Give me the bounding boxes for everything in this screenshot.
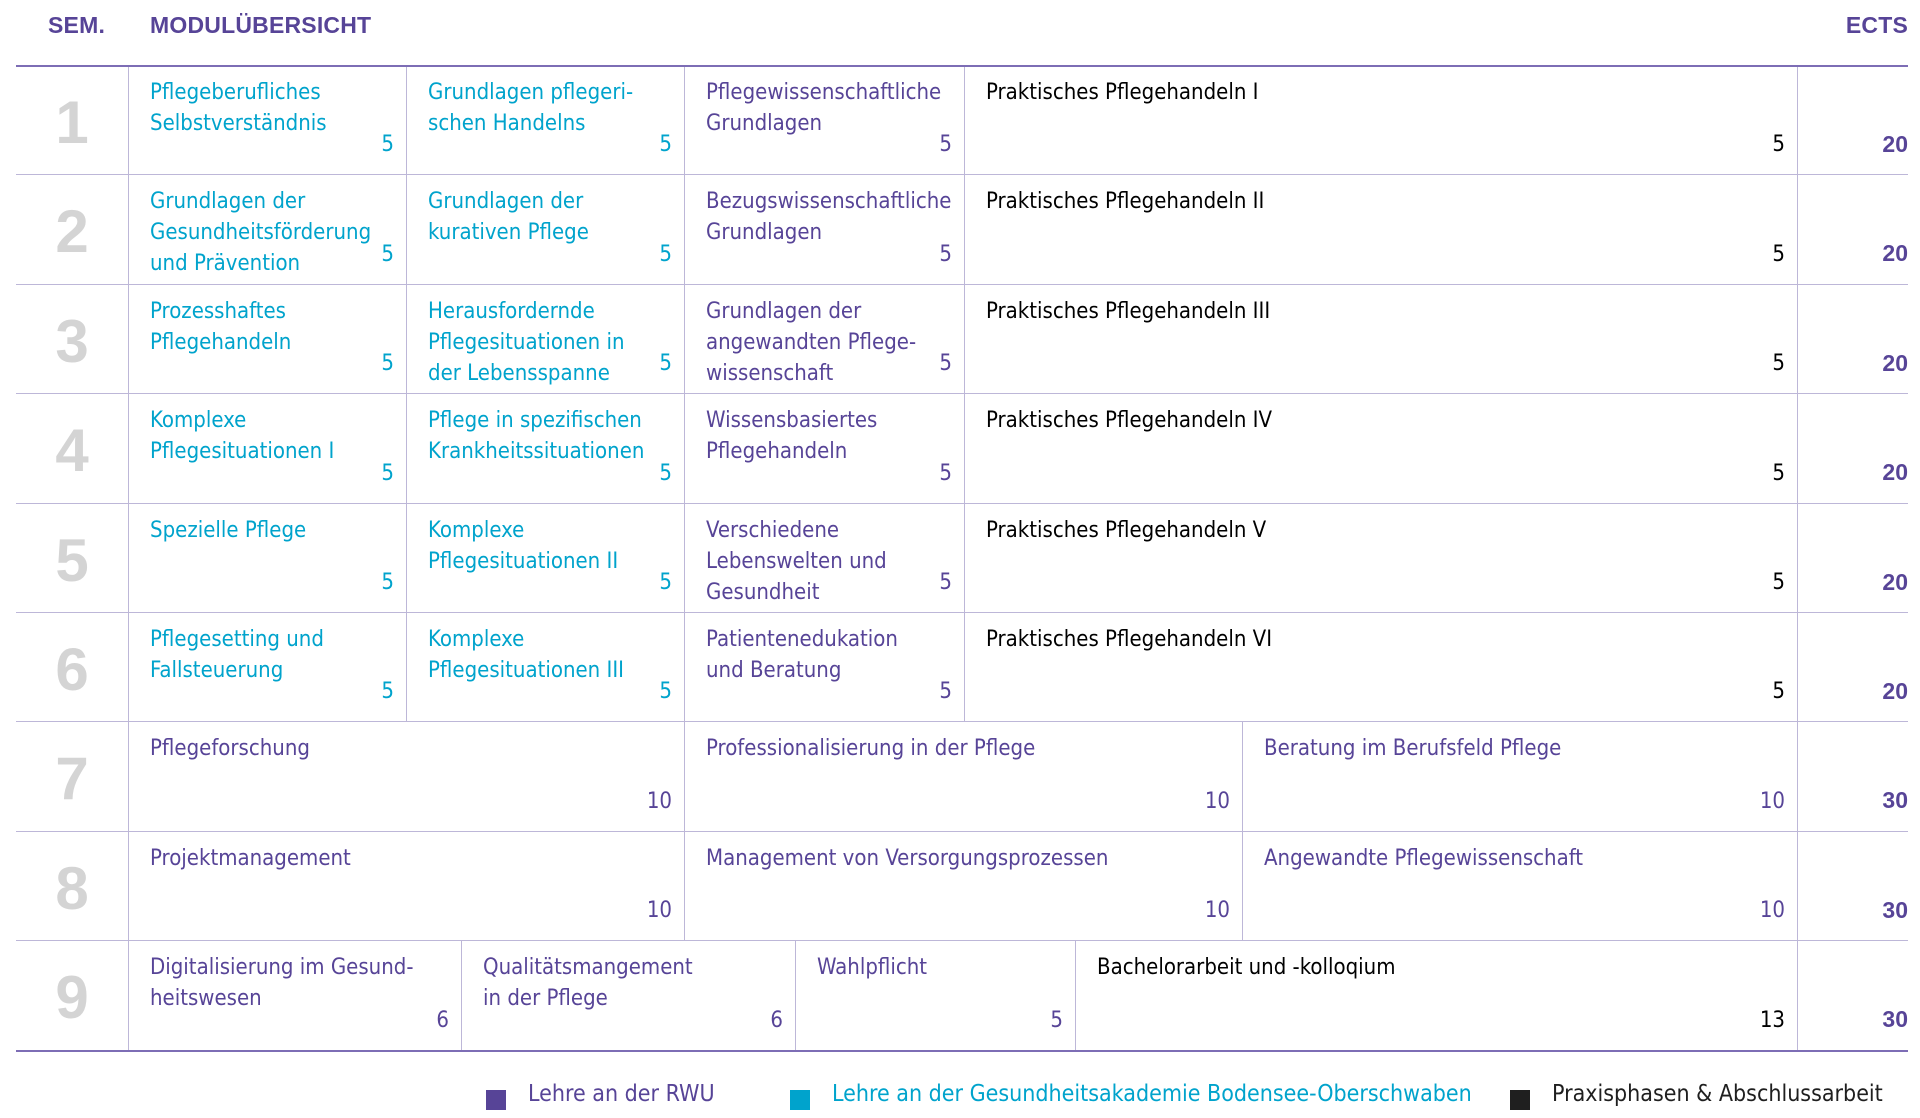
module-title: Pflegeforschung bbox=[150, 736, 310, 762]
module-title: Wahlpflicht bbox=[817, 955, 928, 981]
module-title: Angewandte Pflegewissenschaft bbox=[1264, 845, 1584, 871]
module-cell bbox=[684, 612, 964, 721]
module-cell bbox=[128, 65, 406, 174]
module-ects: 10 bbox=[1759, 898, 1785, 924]
module-ects: 5 bbox=[939, 569, 952, 595]
semester-number: 6 bbox=[55, 636, 89, 703]
module-cell bbox=[684, 831, 1242, 940]
module-title: Praktisches Pflegehandeln VI bbox=[986, 627, 1273, 652]
module-title: Qualitätsmangement in der Pflege bbox=[483, 955, 693, 1012]
module-ects: 5 bbox=[659, 132, 672, 158]
module-ects: 5 bbox=[659, 351, 672, 377]
module-title: Praktisches Pflegehandeln V bbox=[986, 517, 1267, 543]
module-title: Verschiedene Lebenswelten und Gesundheit bbox=[706, 517, 887, 605]
module-ects: 10 bbox=[646, 898, 672, 924]
module-title: Grundlagen der kurativen Pflege bbox=[428, 189, 589, 246]
legend-label: Praxisphasen & Abschlussarbeit bbox=[1552, 1081, 1883, 1107]
module-ects: 5 bbox=[659, 460, 672, 486]
module-ects: 5 bbox=[381, 132, 394, 158]
module-title: Pflegeberufliches Selbstverständnis bbox=[150, 80, 327, 136]
module-cell bbox=[128, 721, 684, 830]
semester-ects-total: 20 bbox=[1882, 568, 1908, 595]
module-ects: 5 bbox=[1772, 679, 1785, 705]
module-title: Komplexe Pflegesituationen II bbox=[428, 517, 619, 574]
column-divider bbox=[1797, 394, 1798, 502]
module-cell bbox=[684, 721, 1242, 830]
module-title: Spezielle Pflege bbox=[150, 517, 307, 543]
module-cell bbox=[1075, 940, 1797, 1049]
semester-ects-total: 20 bbox=[1882, 240, 1908, 267]
module-ects: 5 bbox=[381, 569, 394, 595]
module-ects: 6 bbox=[770, 1007, 783, 1033]
module-cell bbox=[406, 284, 684, 393]
module-cell bbox=[684, 284, 964, 393]
legend-item bbox=[1510, 1079, 1883, 1109]
module-ects: 6 bbox=[436, 1007, 449, 1033]
column-divider bbox=[1797, 67, 1798, 175]
module-ects: 10 bbox=[1204, 788, 1230, 814]
semester-number: 9 bbox=[55, 964, 89, 1032]
module-cell bbox=[406, 65, 684, 174]
legend-label: Lehre an der RWU bbox=[528, 1081, 715, 1107]
semester-ects-total: 20 bbox=[1882, 678, 1908, 704]
column-divider bbox=[1797, 504, 1798, 612]
module-cell bbox=[684, 65, 964, 174]
module-title: Praktisches Pflegehandeln IV bbox=[986, 408, 1273, 434]
column-divider bbox=[1797, 175, 1798, 283]
module-cell bbox=[964, 284, 1797, 393]
module-cell bbox=[128, 612, 406, 721]
semester-number: 4 bbox=[55, 417, 89, 485]
module-title: Praktisches Pflegehandeln I bbox=[986, 80, 1259, 105]
legend-item bbox=[486, 1079, 715, 1109]
module-cell bbox=[964, 612, 1797, 721]
module-cell bbox=[684, 393, 964, 502]
semester-ects-total: 30 bbox=[1882, 787, 1908, 814]
module-ects: 5 bbox=[939, 679, 952, 705]
module-ects: 5 bbox=[1772, 351, 1785, 377]
module-cell bbox=[684, 174, 964, 283]
module-cell bbox=[406, 174, 684, 283]
module-ects: 5 bbox=[659, 241, 672, 267]
module-title: Wissensbasiertes Pflegehandeln bbox=[706, 408, 878, 465]
module-ects: 10 bbox=[646, 788, 672, 814]
module-ects: 5 bbox=[1772, 241, 1785, 267]
module-ects: 5 bbox=[939, 241, 952, 267]
module-ects: 5 bbox=[659, 569, 672, 595]
legend-label: Lehre an der Gesundheitsakademie Bodensee-Oberschwaben bbox=[832, 1081, 1472, 1107]
module-cell bbox=[1242, 721, 1797, 830]
module-title: Professionalisierung in der Pflege bbox=[706, 736, 1036, 762]
module-ects: 10 bbox=[1759, 788, 1785, 814]
module-cell bbox=[406, 612, 684, 721]
module-cell bbox=[964, 65, 1797, 174]
sem-column-header: SEM. bbox=[48, 12, 106, 38]
module-title: Management von Versorgungsprozessen bbox=[706, 845, 1109, 871]
module-title: Komplexe Pflegesituationen I bbox=[150, 408, 335, 465]
module-cell bbox=[128, 940, 461, 1049]
semester-number: 2 bbox=[55, 198, 89, 266]
column-divider bbox=[1797, 722, 1798, 830]
semester-number: 5 bbox=[55, 526, 89, 594]
module-cell bbox=[964, 174, 1797, 283]
module-title: Komplexe Pflegesituationen III bbox=[428, 627, 625, 683]
module-cell bbox=[964, 503, 1797, 612]
semester-number: 7 bbox=[55, 745, 89, 813]
semester-number: 3 bbox=[55, 307, 89, 375]
column-divider bbox=[1797, 613, 1798, 721]
module-cell bbox=[406, 503, 684, 612]
module-title: Bezugswissenschaftliche Grundlagen bbox=[706, 189, 952, 246]
module-cell bbox=[795, 940, 1075, 1049]
semester-number: 8 bbox=[55, 854, 89, 922]
module-ects: 5 bbox=[381, 679, 394, 705]
row-divider bbox=[16, 1050, 1908, 1052]
module-title: Pflege in spezifischen Krankheitssituationen bbox=[428, 408, 645, 465]
module-title: Beratung im Berufsfeld Pflege bbox=[1264, 736, 1562, 762]
module-ects: 5 bbox=[1772, 132, 1785, 158]
semester-ects-total: 20 bbox=[1882, 349, 1908, 376]
module-cell bbox=[128, 503, 406, 612]
semester-ects-total: 20 bbox=[1882, 459, 1908, 486]
legend-swatch bbox=[1510, 1090, 1530, 1110]
module-cell bbox=[1242, 831, 1797, 940]
semester-ects-total: 30 bbox=[1882, 896, 1908, 923]
module-title: Projektmanagement bbox=[150, 845, 351, 871]
module-ects: 5 bbox=[1772, 569, 1785, 595]
module-ects: 5 bbox=[659, 679, 672, 705]
module-ects: 5 bbox=[1772, 460, 1785, 486]
module-cell bbox=[461, 940, 795, 1049]
module-title: Praktisches Pflegehandeln III bbox=[986, 298, 1271, 324]
module-ects: 5 bbox=[1050, 1007, 1063, 1033]
module-title: Patientenedukation und Beratung bbox=[706, 627, 898, 683]
semester-number: 1 bbox=[55, 89, 89, 156]
module-title: Grundlagen der angewandten Pflege- wissenschaft bbox=[706, 298, 917, 386]
module-cell bbox=[128, 174, 406, 283]
module-ects: 5 bbox=[939, 460, 952, 486]
column-divider bbox=[1797, 285, 1798, 393]
column-divider bbox=[1797, 941, 1798, 1049]
semester-ects-total: 30 bbox=[1882, 1006, 1908, 1033]
legend-swatch bbox=[790, 1090, 810, 1110]
legend-swatch bbox=[486, 1090, 506, 1110]
module-cell bbox=[128, 284, 406, 393]
module-title: Pflegewissenschaftliche Grundlagen bbox=[706, 80, 942, 136]
ects-column-header: ECTS bbox=[1845, 12, 1908, 38]
module-cell bbox=[128, 831, 684, 940]
module-title: Praktisches Pflegehandeln II bbox=[986, 189, 1265, 215]
module-ects: 13 bbox=[1759, 1007, 1785, 1033]
semester-ects-total: 20 bbox=[1882, 131, 1908, 157]
module-title: Bachelorarbeit und -kolloqium bbox=[1097, 955, 1396, 981]
page-title: MODULÜBERSICHT bbox=[150, 12, 372, 38]
module-cell bbox=[684, 503, 964, 612]
module-cell bbox=[406, 393, 684, 502]
module-cell bbox=[964, 393, 1797, 502]
module-ects: 10 bbox=[1204, 898, 1230, 924]
module-title: Grundlagen der Gesundheitsförderung und Prävention bbox=[150, 189, 372, 277]
module-title: Herausfordernde Pflegesituationen in der Lebensspanne bbox=[428, 298, 625, 386]
module-title: Grundlagen pflegeri- schen Handelns bbox=[428, 80, 634, 136]
module-ects: 5 bbox=[381, 351, 394, 377]
module-cell bbox=[128, 393, 406, 502]
module-ects: 5 bbox=[939, 351, 952, 377]
module-title: Prozesshaftes Pflegehandeln bbox=[150, 298, 292, 355]
module-title: Digitalisierung im Gesund- heitswesen bbox=[150, 955, 414, 1012]
module-ects: 5 bbox=[381, 460, 394, 486]
legend-item bbox=[790, 1079, 1472, 1109]
module-title: Pflegesetting und Fallsteuerung bbox=[150, 627, 324, 683]
module-ects: 5 bbox=[939, 132, 952, 158]
column-divider bbox=[1797, 832, 1798, 940]
module-ects: 5 bbox=[381, 241, 394, 267]
